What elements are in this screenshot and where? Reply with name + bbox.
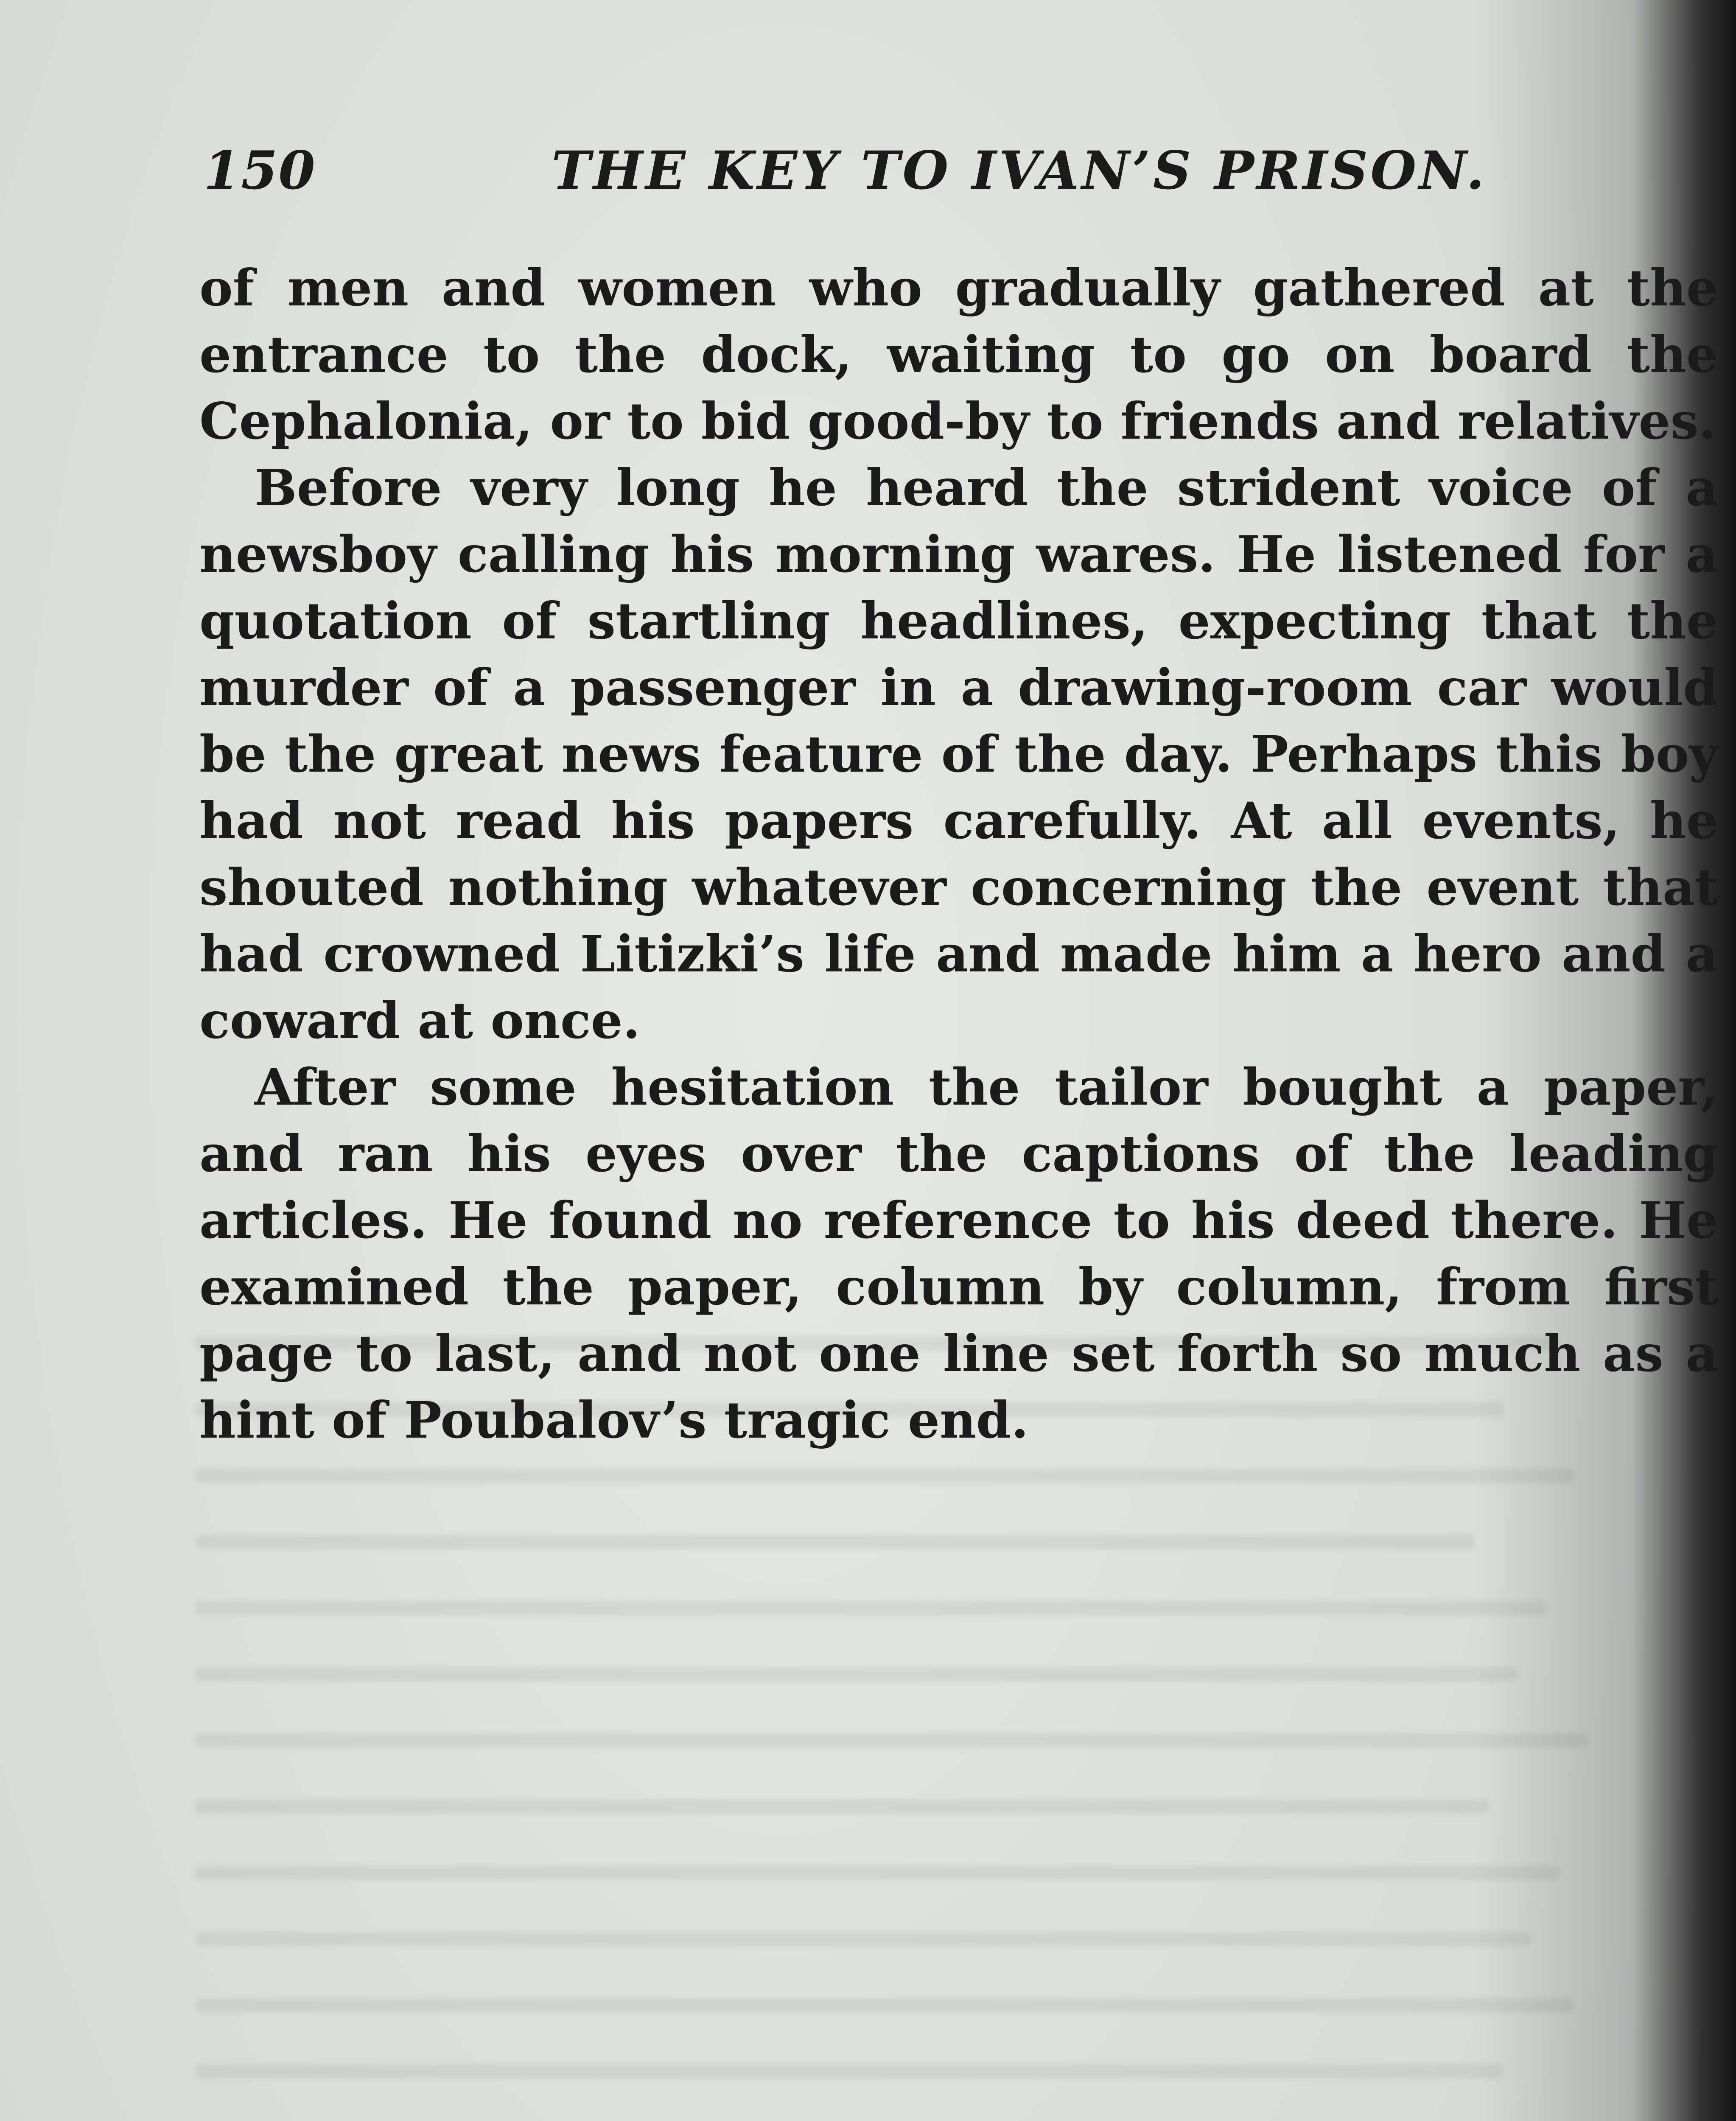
paragraph-3: After some hesitation the tailor bought a paper, and ran his eyes over the captions of the leading articles. He found no reference to his deed there. He examined the paper, column by column, from first page to last, and not one line set forth so much as a hint of Poubalov’s tragic end. — [199, 1058, 1718, 1449]
paragraph-1: of men and women who gradually gathered at the entrance to the dock, waiting to go on board the Cephalonia, or to bid good-by to friends and relatives. — [199, 258, 1718, 451]
page-header — [204, 140, 1487, 208]
paragraph-2: Before very long he heard the strident voice of a newsboy calling his morning wares. He listened for a quotation of startling headlines, expecting that the murder of a passenger in a drawing-room car would be the great news feature of the day. Perhaps this boy had not read his papers carefully. At all events, he shouted nothing whatever concerning the event that had crowned Litizki’s life and made him a hero and a coward at once. — [199, 458, 1718, 1050]
body-text — [199, 255, 1718, 1453]
show-through-text — [195, 1336, 1616, 2121]
running-head: THE KEY TO IVAN’S PRISON. — [552, 140, 1487, 201]
page-number: 150 — [204, 140, 316, 201]
